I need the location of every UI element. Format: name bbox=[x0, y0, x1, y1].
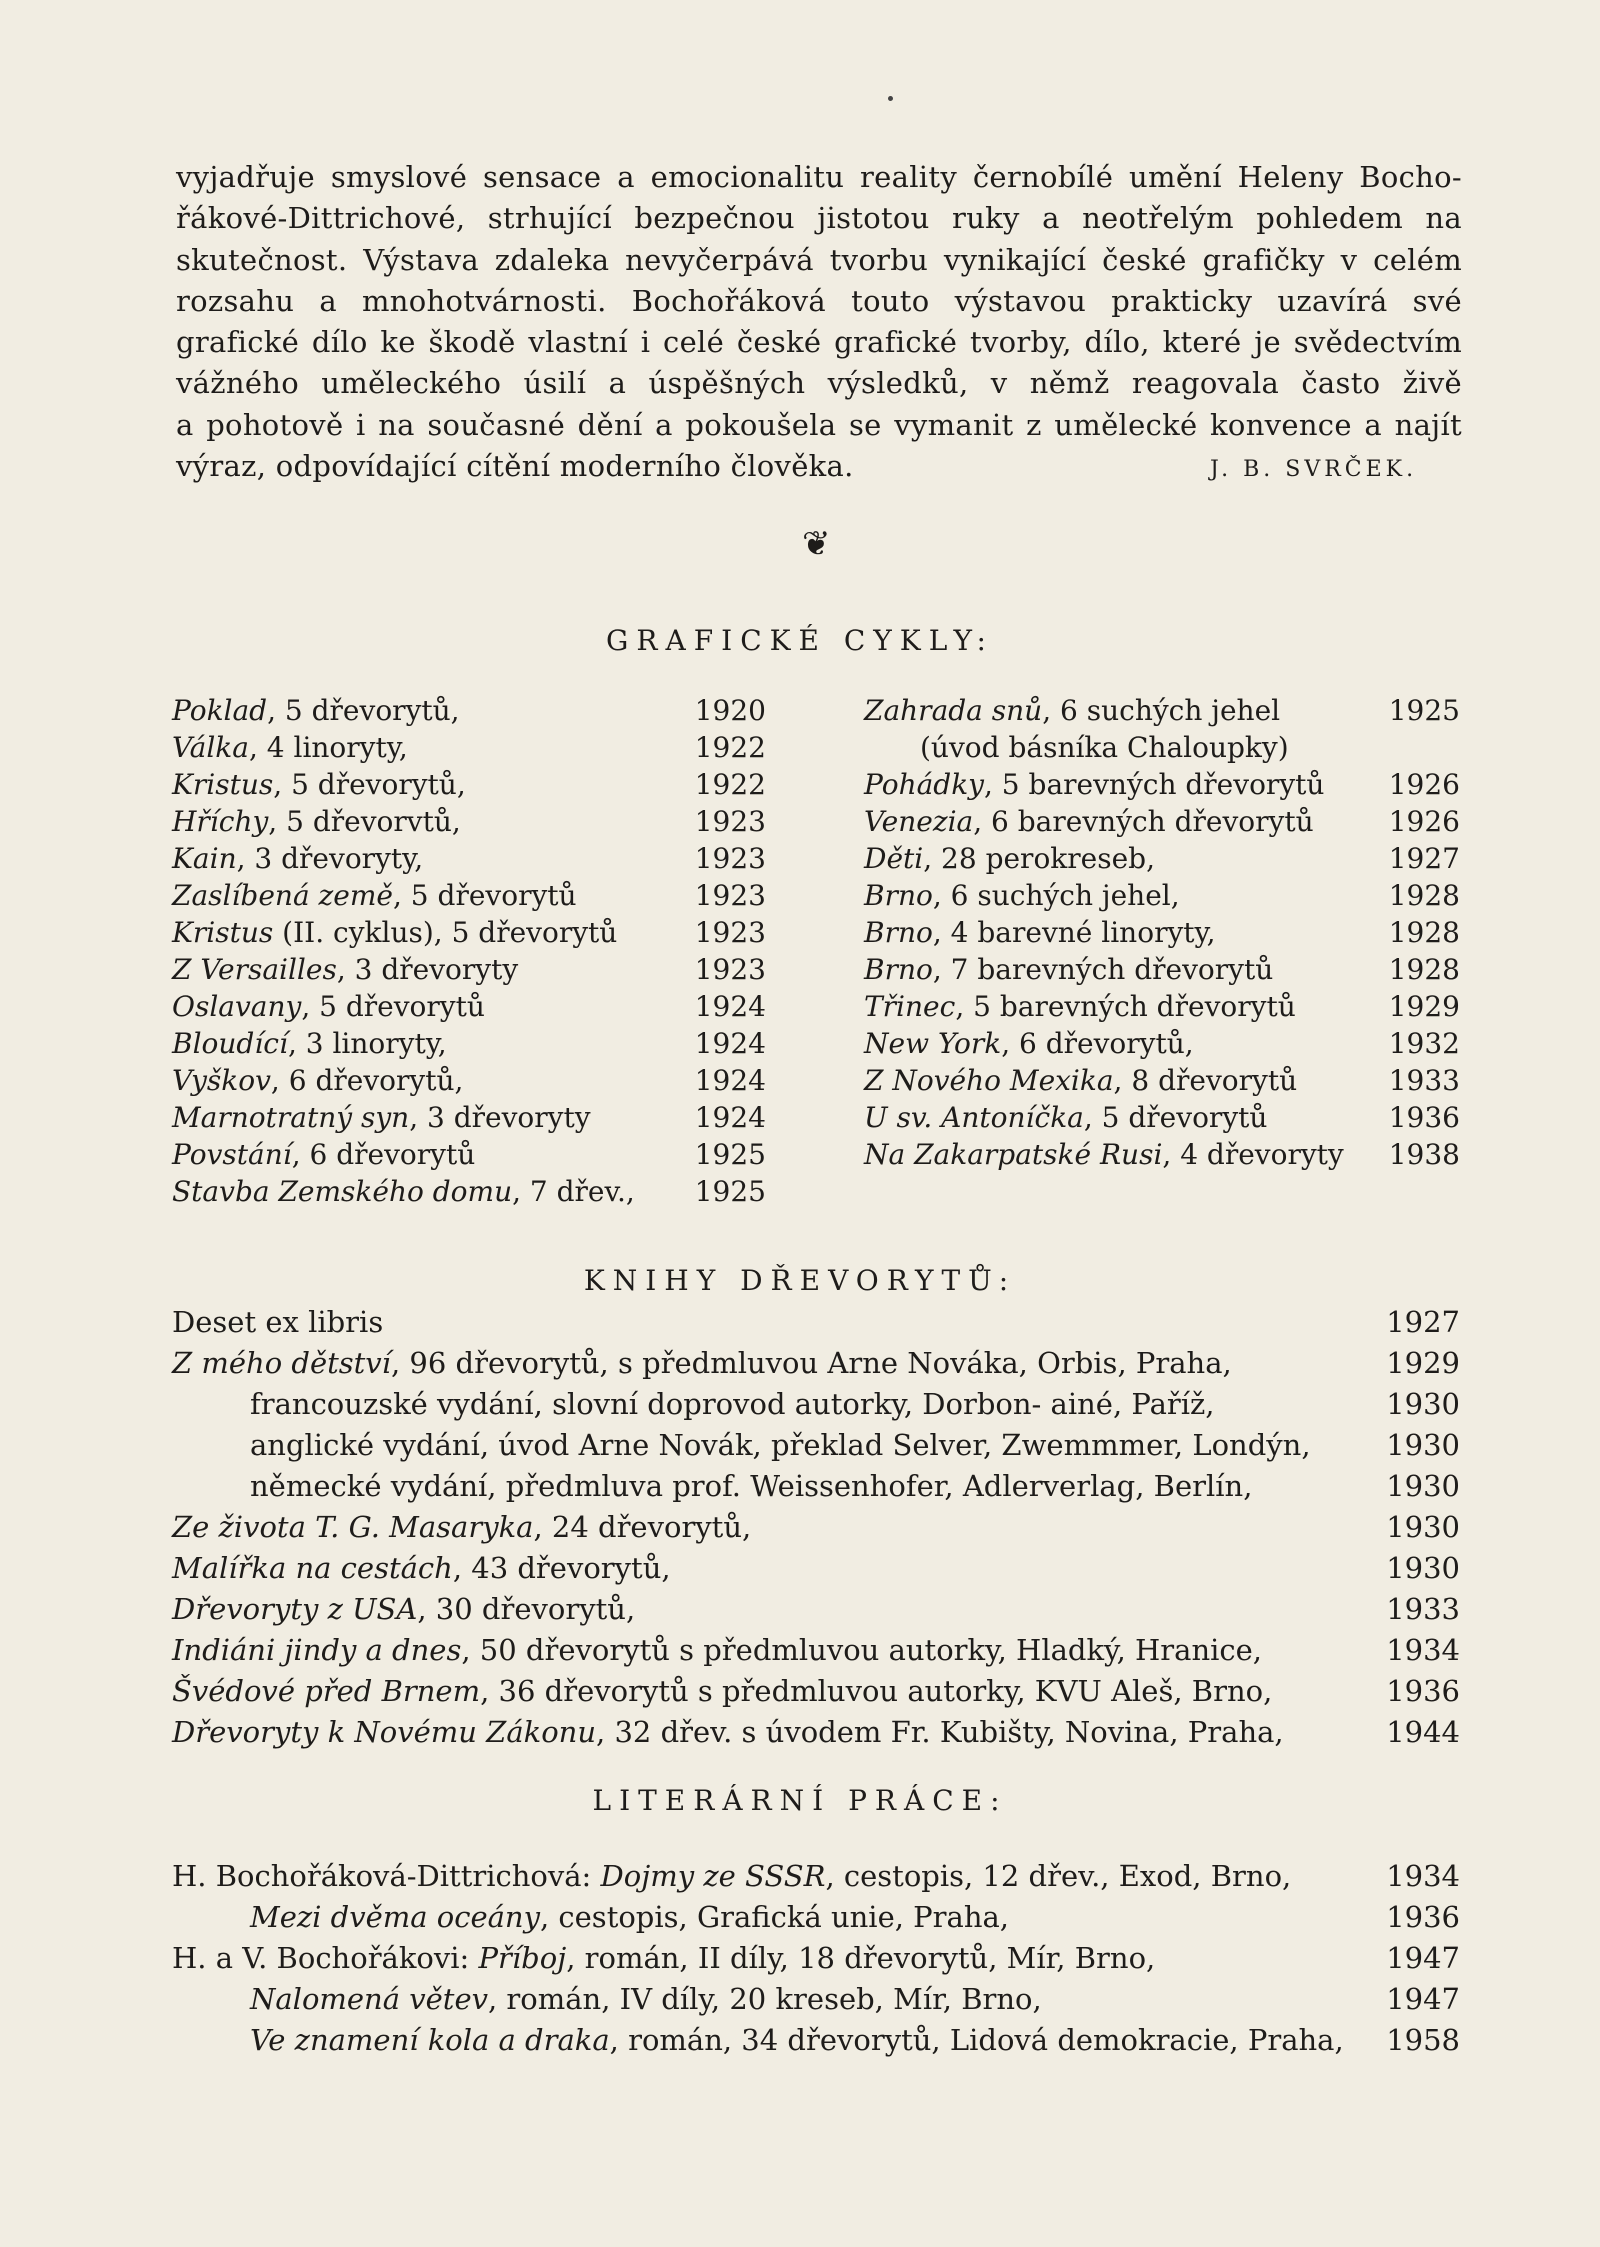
literary-row bbox=[172, 1979, 1460, 2020]
entry-text bbox=[864, 692, 1280, 729]
graphic-cycle-row bbox=[172, 840, 772, 877]
book-row bbox=[172, 1548, 1460, 1589]
entry-year: 1928 bbox=[1388, 916, 1460, 949]
entry-author: H. Bochořáková-Dittrichová: bbox=[172, 1859, 601, 1893]
entry-text bbox=[250, 1979, 1042, 2020]
entry-text bbox=[172, 1173, 635, 1210]
entry-description: francouzské vydání, slovní doprovod autorky, Dorbon- ainé, Paříž, bbox=[250, 1387, 1215, 1421]
graphic-cycle-row bbox=[172, 1099, 772, 1136]
book-row bbox=[172, 1466, 1460, 1507]
entry-year: 1923 bbox=[694, 916, 766, 949]
entry-description: , 6 dřevorytů, bbox=[270, 1064, 464, 1097]
entry-text bbox=[172, 1302, 383, 1343]
entry-text bbox=[172, 951, 518, 988]
entry-title: Děti bbox=[864, 842, 924, 875]
entry-year: 1933 bbox=[1388, 1064, 1460, 1097]
graphic-cycle-row bbox=[172, 729, 772, 766]
entry-year: 1930 bbox=[1386, 1469, 1460, 1503]
book-row bbox=[172, 1589, 1460, 1630]
entry-text bbox=[250, 2020, 1344, 2061]
intro-last-line: výraz, odpovídající cítění moderního člověka. bbox=[176, 449, 854, 484]
entry-year: 1926 bbox=[1388, 768, 1460, 801]
entry-year: 1923 bbox=[694, 842, 766, 875]
graphic-cycles-left-column bbox=[172, 692, 772, 1210]
entry-text bbox=[864, 803, 1314, 840]
entry-description: , 6 dřevorytů bbox=[291, 1138, 476, 1171]
entry-year: 1928 bbox=[1388, 879, 1460, 912]
woodcut-books-list bbox=[172, 1302, 1460, 1753]
entry-year: 1936 bbox=[1388, 1101, 1460, 1134]
entry-title: Z Versailles bbox=[172, 953, 337, 986]
entry-title: Brno bbox=[864, 916, 933, 949]
graphic-cycle-row bbox=[864, 951, 1464, 988]
graphic-cycle-row bbox=[172, 951, 772, 988]
entry-year: 1933 bbox=[1386, 1592, 1460, 1626]
entry-title: Stavba Zemského domu bbox=[172, 1175, 513, 1208]
graphic-cycle-row bbox=[864, 914, 1464, 951]
entry-title: Švédové před Brnem bbox=[172, 1674, 481, 1708]
intro-line: vážného uměleckého úsilí a úspěšných výsledků, v němž reagovala často živě bbox=[176, 366, 1462, 401]
entry-year: 1926 bbox=[1388, 805, 1460, 838]
graphic-cycle-row bbox=[864, 1136, 1464, 1173]
entry-year: 1922 bbox=[694, 768, 766, 801]
entry-text bbox=[172, 877, 577, 914]
entry-title: Oslavany bbox=[172, 990, 302, 1023]
entry-description: Deset ex libris bbox=[172, 1305, 384, 1339]
entry-title: Ze života T. G. Masaryka bbox=[172, 1510, 534, 1544]
entry-description: , 24 dřevorytů, bbox=[533, 1510, 752, 1544]
entry-year: 1924 bbox=[694, 990, 766, 1023]
entry-year: 1920 bbox=[694, 694, 766, 727]
entry-title: U sv. Antoníčka bbox=[864, 1101, 1084, 1134]
heading-graphic-cycles: GRAFICKÉ CYKLY: bbox=[606, 624, 994, 657]
intro-last-line-row bbox=[176, 446, 1462, 487]
entry-description: , 6 suchých jehel bbox=[1042, 694, 1281, 727]
graphic-cycle-row bbox=[864, 766, 1464, 803]
entry-year: 1930 bbox=[1386, 1510, 1460, 1544]
entry-description: , 36 dřevorytů s předmluvou autorky, KVU Aleš, Brno, bbox=[480, 1674, 1273, 1708]
entry-title: Třinec bbox=[864, 990, 956, 1023]
book-row bbox=[172, 1343, 1460, 1384]
entry-description: , 5 dřevorytů bbox=[393, 879, 577, 912]
entry-year: 1924 bbox=[694, 1101, 766, 1134]
entry-text bbox=[250, 1466, 1252, 1507]
entry-text bbox=[172, 1099, 591, 1136]
entry-description: , 5 dřevorytů, bbox=[273, 768, 466, 801]
entry-description: , román, IV díly, 20 kreseb, Mír, Brno, bbox=[488, 1982, 1042, 2016]
entry-year: 1927 bbox=[1388, 842, 1460, 875]
entry-year: 1923 bbox=[694, 879, 766, 912]
entry-year: 1922 bbox=[694, 731, 766, 764]
literary-row bbox=[172, 1897, 1460, 1938]
entry-title: Zahrada snů bbox=[864, 694, 1043, 727]
heading-woodcut-books: KNIHY DŘEVORYTŮ: bbox=[583, 1264, 1017, 1297]
entry-year: 1930 bbox=[1386, 1428, 1460, 1462]
entry-description: , 32 dřev. s úvodem Fr. Kubišty, Novina, Praha, bbox=[596, 1715, 1284, 1749]
entry-year: 1929 bbox=[1386, 1346, 1460, 1380]
entry-text bbox=[864, 766, 1324, 803]
entry-title: Hříchy bbox=[172, 805, 269, 838]
entry-description: , 7 dřev., bbox=[512, 1175, 635, 1208]
graphic-cycle-row bbox=[172, 692, 772, 729]
graphic-cycle-row bbox=[172, 877, 772, 914]
graphic-cycles-right-column bbox=[864, 692, 1464, 1173]
entry-year: 1929 bbox=[1388, 990, 1460, 1023]
entry-text bbox=[172, 1856, 1291, 1897]
entry-year: 1932 bbox=[1388, 1027, 1460, 1060]
book-row bbox=[172, 1384, 1460, 1425]
intro-line: grafické dílo ke škodě vlastní i celé české grafické tvorby, dílo, které je svědectvím bbox=[176, 325, 1462, 360]
entry-description: , cestopis, Grafická unie, Praha, bbox=[539, 1900, 1010, 1934]
intro-line: vyjadřuje smyslové sensace a emocionalitu reality černobílé umění Heleny Bocho- bbox=[176, 160, 1462, 194]
entry-text bbox=[172, 729, 408, 766]
intro-paragraph bbox=[176, 157, 1462, 487]
book-row bbox=[172, 1302, 1460, 1343]
entry-text bbox=[920, 729, 1289, 766]
book-row bbox=[172, 1507, 1460, 1548]
graphic-cycle-row bbox=[172, 766, 772, 803]
entry-text bbox=[172, 692, 460, 729]
entry-description: , 4 dřevoryty bbox=[1162, 1138, 1344, 1171]
intro-line: řákové-Dittrichové, strhující bezpečnou jistotou ruky a neotřelým pohledem na bbox=[176, 201, 1462, 236]
entry-description: , 96 dřevorytů, s předmluvou Arne Nováka, Orbis, Praha, bbox=[390, 1346, 1232, 1380]
entry-title: Zaslíbená země bbox=[172, 879, 393, 912]
entry-title: Válka bbox=[172, 731, 249, 764]
print-speck bbox=[888, 96, 893, 101]
entry-description: , 5 barevných dřevorytů bbox=[984, 768, 1325, 801]
entry-year: 1928 bbox=[1388, 953, 1460, 986]
literary-row bbox=[172, 1938, 1460, 1979]
entry-text bbox=[250, 1384, 1215, 1425]
entry-text bbox=[172, 1136, 475, 1173]
entry-description: , 5 dřevorytů, bbox=[267, 694, 460, 727]
entry-description: , 6 suchých jehel, bbox=[932, 879, 1180, 912]
graphic-cycle-row bbox=[864, 692, 1464, 729]
graphic-cycle-row bbox=[864, 729, 1464, 766]
entry-year: 1934 bbox=[1386, 1859, 1460, 1893]
entry-title: Mezi dvěma oceány bbox=[250, 1900, 540, 1934]
graphic-cycle-row bbox=[172, 1173, 772, 1210]
entry-title: Poklad bbox=[172, 694, 268, 727]
entry-description: , 43 dřevorytů, bbox=[452, 1551, 671, 1585]
entry-text bbox=[172, 840, 423, 877]
graphic-cycle-row bbox=[864, 803, 1464, 840]
entry-text bbox=[864, 1062, 1297, 1099]
book-row bbox=[172, 1425, 1460, 1466]
intro-line: rozsahu a mnohotvárnosti. Bochořáková touto výstavou prakticky uzavírá své bbox=[176, 283, 1462, 318]
entry-year: 1923 bbox=[694, 805, 766, 838]
entry-year: 1925 bbox=[1388, 694, 1460, 727]
graphic-cycle-row bbox=[172, 1025, 772, 1062]
entry-text bbox=[172, 1548, 671, 1589]
entry-year: 1958 bbox=[1386, 2023, 1460, 2057]
entry-description: , 30 dřevorytů, bbox=[417, 1592, 636, 1626]
graphic-cycle-row bbox=[864, 1025, 1464, 1062]
entry-text bbox=[172, 1507, 751, 1548]
entry-text bbox=[864, 1136, 1344, 1173]
graphic-cycle-row bbox=[172, 914, 772, 951]
entry-title: New York bbox=[864, 1027, 1002, 1060]
entry-text bbox=[172, 1025, 447, 1062]
heading-literary-works: LITERÁRNÍ PRÁCE: bbox=[592, 1784, 1008, 1817]
entry-year: 1925 bbox=[694, 1175, 766, 1208]
graphic-cycle-row bbox=[172, 803, 772, 840]
entry-title: Dřevoryty z USA bbox=[172, 1592, 418, 1626]
graphic-cycle-row bbox=[864, 1099, 1464, 1136]
entry-title: Na Zakarpatské Rusi bbox=[864, 1138, 1163, 1171]
intro-line: a pohotově i na současné dění a pokoušela se vymanit z umělecké konvence a najít bbox=[176, 407, 1462, 442]
entry-title: Příboj bbox=[478, 1941, 567, 1975]
entry-description: , cestopis, 12 dřev., Exod, Brno, bbox=[825, 1859, 1292, 1893]
entry-description: , 5 dřevorytů bbox=[1083, 1101, 1268, 1134]
book-row bbox=[172, 1671, 1460, 1712]
entry-year: 1936 bbox=[1386, 1674, 1460, 1708]
entry-text bbox=[864, 914, 1216, 951]
entry-title: Marnotratný syn bbox=[172, 1101, 410, 1134]
entry-text bbox=[172, 1343, 1232, 1384]
entry-year: 1947 bbox=[1386, 1941, 1460, 1975]
entry-text bbox=[172, 1062, 463, 1099]
entry-description: , 8 dřevorytů bbox=[1113, 1064, 1298, 1097]
entry-description: , 6 barevných dřevorytů bbox=[973, 805, 1314, 838]
entry-description: , 50 dřevorytů s předmluvou autorky, Hladký, Hranice, bbox=[461, 1633, 1263, 1667]
graphic-cycle-row bbox=[172, 1062, 772, 1099]
literary-row bbox=[172, 1856, 1460, 1897]
entry-description: , 4 barevné linoryty, bbox=[932, 916, 1216, 949]
entry-text bbox=[172, 766, 466, 803]
graphic-cycle-row bbox=[172, 988, 772, 1025]
entry-title: Dojmy ze SSSR bbox=[600, 1859, 826, 1893]
entry-title: Z Nového Mexika bbox=[864, 1064, 1114, 1097]
entry-description: , 7 barevných dřevorytů bbox=[932, 953, 1274, 986]
entry-description: , román, II díly, 18 dřevorytů, Mír, Brno, bbox=[566, 1941, 1156, 1975]
entry-title: Pohádky bbox=[864, 768, 984, 801]
entry-year: 1930 bbox=[1386, 1551, 1460, 1585]
entry-text bbox=[172, 1671, 1272, 1712]
entry-description: (úvod básníka Chaloupky) bbox=[920, 731, 1289, 764]
entry-title: Nalomená větev bbox=[250, 1982, 488, 2016]
graphic-cycle-row bbox=[864, 1062, 1464, 1099]
entry-title: Venezia bbox=[864, 805, 974, 838]
entry-description: německé vydání, předmluva prof. Weissenhofer, Adlerverlag, Berlín, bbox=[250, 1469, 1253, 1503]
entry-author: H. a V. Bochořákovi: bbox=[172, 1941, 479, 1975]
entry-title: Brno bbox=[864, 879, 933, 912]
entry-text bbox=[864, 951, 1273, 988]
entry-year: 1944 bbox=[1386, 1715, 1460, 1749]
entry-text bbox=[864, 840, 1155, 877]
entry-year: 1938 bbox=[1388, 1138, 1460, 1171]
fleuron-ornament-icon: ❦ bbox=[802, 524, 831, 564]
entry-description: , 3 dřevoryty, bbox=[236, 842, 424, 875]
entry-description: , 28 perokreseb, bbox=[923, 842, 1155, 875]
literary-works-list bbox=[172, 1856, 1460, 2061]
entry-title: Kain bbox=[172, 842, 237, 875]
graphic-cycle-row bbox=[864, 840, 1464, 877]
entry-text bbox=[864, 1025, 1194, 1062]
entry-description: , 3 dřevoryty bbox=[336, 953, 519, 986]
entry-description: , román, 34 dřevorytů, Lidová demokracie, Praha, bbox=[609, 2023, 1344, 2057]
entry-text bbox=[172, 1712, 1284, 1753]
entry-description: (II. cyklus), 5 dřevorytů bbox=[273, 916, 618, 949]
entry-title: Malířka na cestách bbox=[172, 1551, 453, 1585]
entry-text bbox=[250, 1897, 1009, 1938]
entry-description: , 5 barevných dřevorytů bbox=[955, 990, 1296, 1023]
entry-description: , 3 linoryty, bbox=[287, 1027, 447, 1060]
entry-title: Indiáni jindy a dnes bbox=[172, 1633, 462, 1667]
entry-description: , 4 linoryty, bbox=[248, 731, 408, 764]
entry-description: anglické vydání, úvod Arne Novák, překlad Selver, Zwemmmer, Londýn, bbox=[250, 1428, 1311, 1462]
entry-text bbox=[172, 803, 461, 840]
entry-text bbox=[250, 1425, 1311, 1466]
entry-text bbox=[172, 1630, 1262, 1671]
entry-text bbox=[864, 1099, 1267, 1136]
entry-title: Brno bbox=[864, 953, 933, 986]
entry-title: Povstání bbox=[172, 1138, 292, 1171]
entry-year: 1947 bbox=[1386, 1982, 1460, 2016]
entry-year: 1927 bbox=[1386, 1305, 1460, 1339]
entry-text bbox=[172, 1938, 1155, 1979]
entry-year: 1923 bbox=[694, 953, 766, 986]
entry-text bbox=[864, 877, 1180, 914]
entry-text bbox=[172, 1589, 635, 1630]
entry-title: Bloudící bbox=[172, 1027, 288, 1060]
entry-description: , 5 dřevorytů bbox=[301, 990, 485, 1023]
entry-year: 1930 bbox=[1386, 1387, 1460, 1421]
entry-text bbox=[172, 914, 617, 951]
literary-row bbox=[172, 2020, 1460, 2061]
entry-year: 1936 bbox=[1386, 1900, 1460, 1934]
entry-title: Z mého dětství bbox=[172, 1346, 391, 1380]
entry-year: 1925 bbox=[694, 1138, 766, 1171]
entry-year: 1924 bbox=[694, 1064, 766, 1097]
graphic-cycle-row bbox=[864, 877, 1464, 914]
graphic-cycle-row bbox=[864, 988, 1464, 1025]
entry-year: 1924 bbox=[694, 1027, 766, 1060]
entry-title: Dřevoryty k Novému Zákonu bbox=[172, 1715, 597, 1749]
entry-title: Kristus bbox=[172, 768, 274, 801]
entry-text bbox=[864, 988, 1296, 1025]
intro-line: skutečnost. Výstava zdaleka nevyčerpává tvorbu vynikající české grafičky v celém bbox=[176, 242, 1462, 277]
entry-title: Ve znamení kola a draka bbox=[250, 2023, 610, 2057]
entry-title: Vyškov bbox=[172, 1064, 271, 1097]
author-signature: J. B. SVRČEK. bbox=[1210, 457, 1418, 483]
entry-title: Kristus bbox=[172, 916, 274, 949]
graphic-cycle-row bbox=[172, 1136, 772, 1173]
entry-text bbox=[172, 988, 485, 1025]
book-row bbox=[172, 1630, 1460, 1671]
entry-description: , 3 dřevoryty bbox=[409, 1101, 591, 1134]
book-row bbox=[172, 1712, 1460, 1753]
entry-description: , 6 dřevorytů, bbox=[1001, 1027, 1194, 1060]
entry-year: 1934 bbox=[1386, 1633, 1460, 1667]
entry-description: , 5 dřevorvtů, bbox=[268, 805, 461, 838]
